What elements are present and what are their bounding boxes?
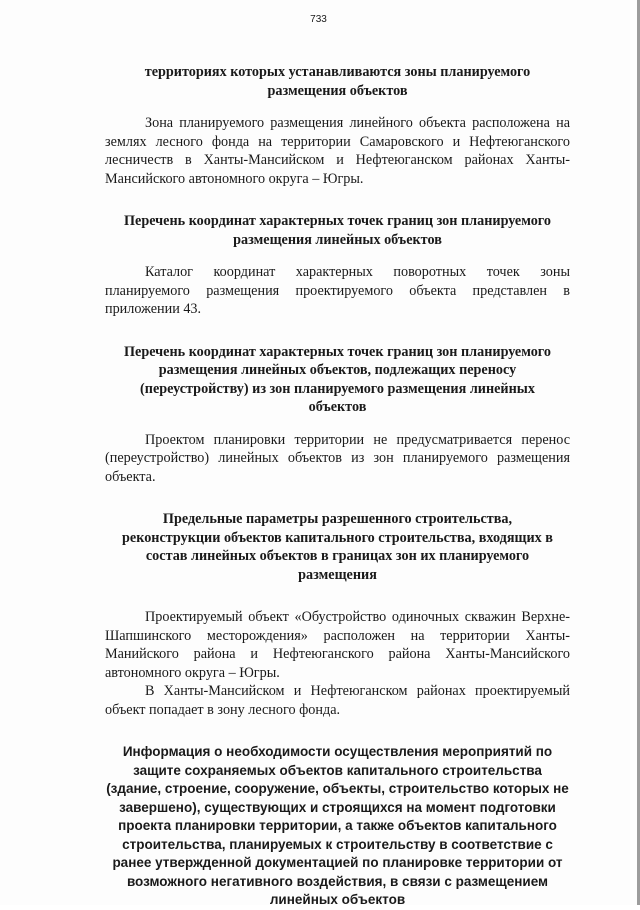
page-content (105, 63, 570, 910)
params-heading: Предельные параметры разрешенного строительства, реконструкции объектов капитального строительства, входящих в состав линейных объектов в границах зон их планируемого размещения (122, 511, 553, 583)
page-number: 733 (310, 14, 327, 25)
coords-paragraph: Каталог координат характерных поворотных точек зоны планируемого размещения проектируемого объекта представлен в приложении 43. (105, 264, 570, 317)
zone-paragraph: Зона планируемого размещения линейного объекта расположена на землях лесного фонда на территории Самаровского и Нефтеюганского лесничеств в Ханты-Мансийском и Нефтеюганском районах Ханты-Мансийского автономного округа – Югры. (105, 115, 570, 187)
transfer-paragraph: Проектом планировки территории не предусматривается перенос (переустройство) линейных объектов из зон планируемого размещения объекта. (105, 431, 570, 485)
info-heading: Информация о необходимости осуществления мероприятий по защите сохраняемых объектов капитального строительства (здание, строение, сооружение, объекты, строительство которых не завершено), существующих и строящихся на момент подготовки проекта планировки территории, а также объектов капитального строительства, планируемых к строительству в соответствие с ранее утвержденной документацией по планировке территории от возможного негативного воздействия, в связи с размещением линейных объектов (106, 744, 569, 907)
zone-heading: территориях которых устанавливаются зоны планируемого размещения объектов (144, 64, 531, 99)
transfer-heading: Перечень координат характерных точек границ зон планируемого размещения линейных объектов, подлежащих переносу (переустройству) из зон планируемого размещения линейных объектов (124, 343, 551, 415)
coords-heading: Перечень координат характерных точек границ зон планируемого размещения линейных объектов (124, 213, 551, 248)
forest-paragraph: В Ханты-Мансийском и Нефтеюганском районах проектируемый объект попадает в зону лесного фонда. (105, 683, 570, 718)
object-paragraph: Проектируемый объект «Обустройство одиночных скважин Верхне-Шапшинского месторождения» расположен на территории Ханты-Манийского района и Нефтеюганского района Ханты-Мансийского автономного округа – Югры. (105, 609, 570, 681)
